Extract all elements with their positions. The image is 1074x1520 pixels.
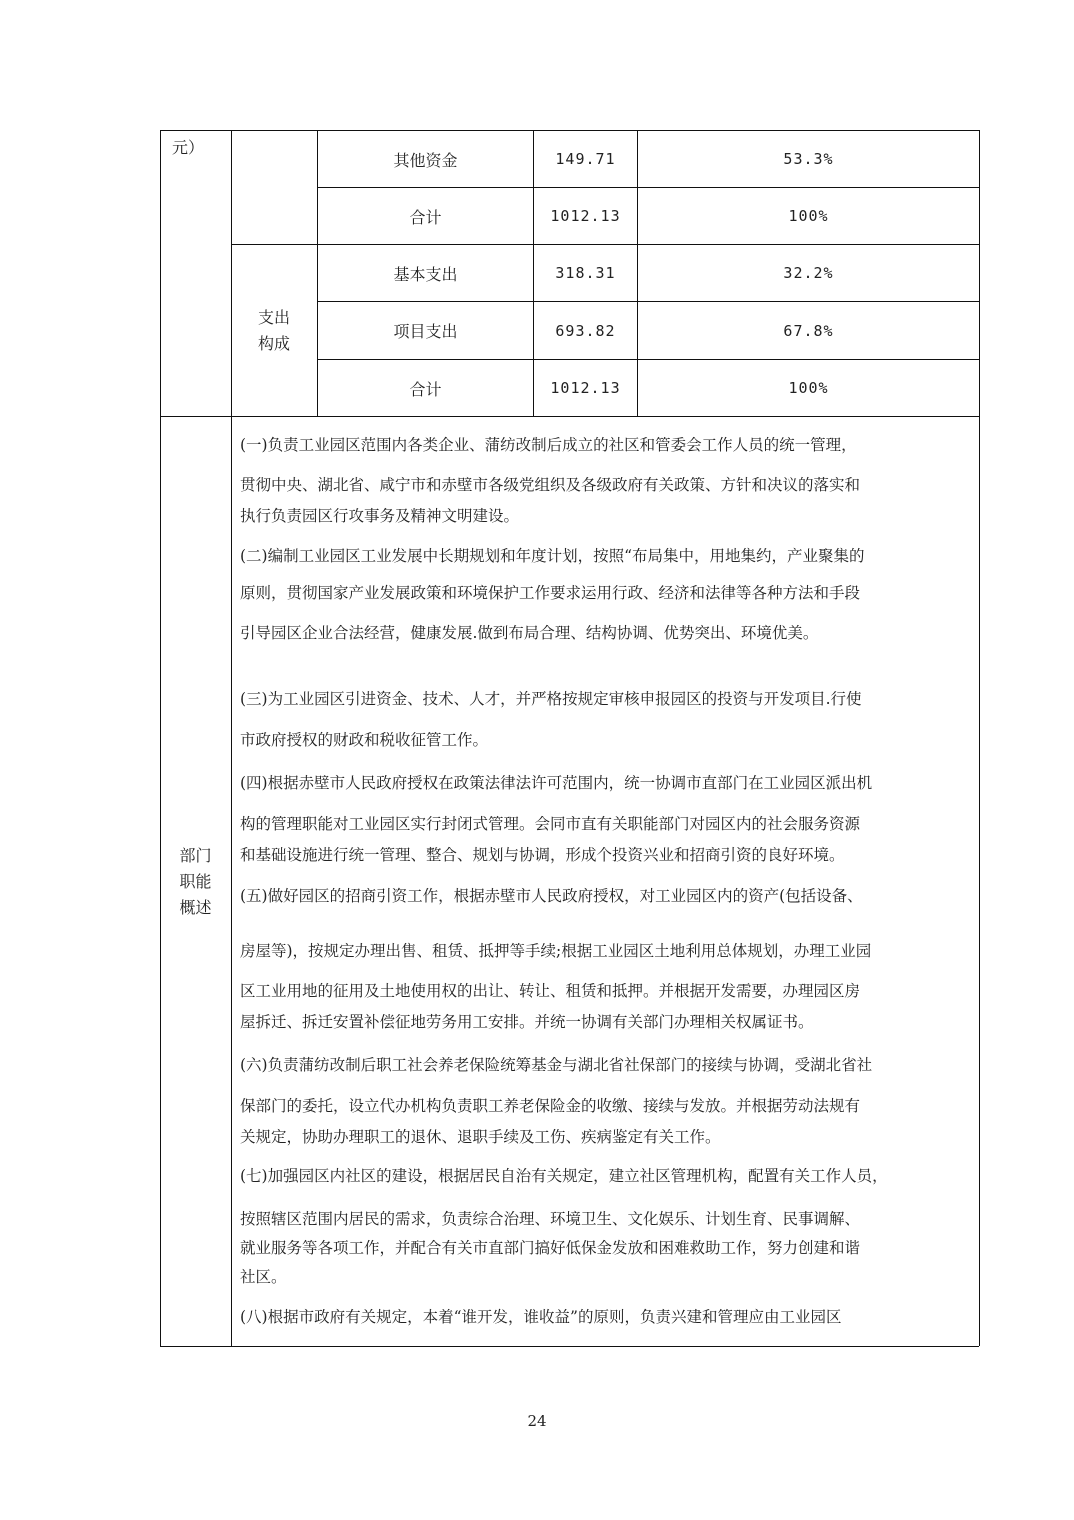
function-section-label: 部门 职能 概述 <box>179 846 212 917</box>
table-cell-percent: 32.2% <box>783 264 834 282</box>
table-right-border <box>979 130 980 1346</box>
table-cell-item: 项目支出 <box>393 322 458 341</box>
table-cell-amount: 318.31 <box>555 264 616 282</box>
function-paragraph-8: (八)根据市政府有关规定，本着“谁开发，谁收益”的原则，负责兴建和管理应由工业园区 <box>240 1308 842 1326</box>
table-cell-amount: 693.82 <box>555 321 616 340</box>
table-cell-amount: 149.71 <box>555 150 616 168</box>
table-left-border <box>160 130 161 1346</box>
table-cell-percent: 100% <box>788 207 829 225</box>
function-paragraph-3: (三)为工业园区引进资金、技术、人才，并严格按规定审核申报园区的投资与开发项目.行使 市政府授权的财政和税收征管工作。 <box>240 690 862 749</box>
page-number: 24 <box>527 1412 547 1430</box>
table-cell-item: 基本支出 <box>393 264 458 284</box>
function-paragraph-5: (五)做好园区的招商引资工作，根据赤壁市人民政府授权，对工业园区内的资产(包括设备、 房屋等)，按规定办理出售、租赁、抵押等手续;根据工业园区土地利用总体规划，办理工业园 区工业用地的征用及土地使用权的出让、转让、租赁和抵押。并根据开发需要，办理园区房 屋拆迁、拆迁安置补偿征地劳务用工安排。并统一协调有关部门办理相关权属证书。 <box>240 887 872 1031</box>
function-paragraph-1: (一)负责工业园区范围内各类企业、蒲纺改制后成立的社区和管委会工作人员的统一管理， 贯彻中央、湖北省、咸宁市和赤壁市各级党组织及各级政府有关政策、方针和决议的落实和 执行负责园区行攻事务及精神文明建设。 <box>240 436 861 525</box>
table-bottom-border <box>160 1346 979 1347</box>
table-cell-item: 其他资金 <box>393 150 458 170</box>
table-cell-item: 合计 <box>409 207 442 227</box>
table-cell-amount: 1012.13 <box>550 379 621 397</box>
table-cell-percent: 67.8% <box>783 321 834 340</box>
function-paragraph-4: (四)根据赤壁市人民政府授权在政策法律法许可范围内，统一协调市直部门在工业园区派出机 构的管理职能对工业园区实行封闭式管理。会同市直有关职能部门对园区内的社会服务资源 和基础设施进行统一管理、整合、规划与协调，形成个投资兴业和招商引资的良好环境。 <box>240 774 873 864</box>
table-cell-percent: 100% <box>788 379 829 397</box>
row-label-fragment: 元） <box>172 137 205 157</box>
table-cell-item: 合计 <box>409 379 442 399</box>
function-paragraph-6: (六)负责蒲纺改制后职工社会养老保险统筹基金与湖北省社保部门的接续与协调，受湖北省社 保部门的委托，设立代办机构负责职工养老保险金的收缴、接续与发放。并根据劳动法规有 关规定，协助办理职工的退休、退职手续及工伤、疾病鉴定有关工作。 <box>240 1056 873 1146</box>
function-paragraph-2: (二)编制工业园区工业发展中长期规划和年度计划，按照“布局集中，用地集约，产业聚集的 原则，贯彻国家产业发展政策和环境保护工作要求运用行政、经济和法律等各种方法和手段 引导园区企业合法经营，健康发展.做到布局合理、结构协调、优势突出、环境优美。 <box>240 547 865 642</box>
function-paragraph-7: (七)加强园区内社区的建设，根据居民自治有关规定，建立社区管理机构，配置有关工作人员， 按照辖区范围内居民的需求，负责综合治理、环境卫生、文化娱乐、计划生育、民事调解、 就业服务等各项工作，并配合有关市直部门搞好低保金发放和困难救助工作，努力创建和谐 社区。 <box>240 1167 888 1286</box>
table-cell-percent: 53.3% <box>783 150 834 168</box>
table-cell-amount: 1012.13 <box>550 207 621 225</box>
expense-group-label: 支出 构成 <box>257 308 290 353</box>
section-divider <box>160 416 979 417</box>
